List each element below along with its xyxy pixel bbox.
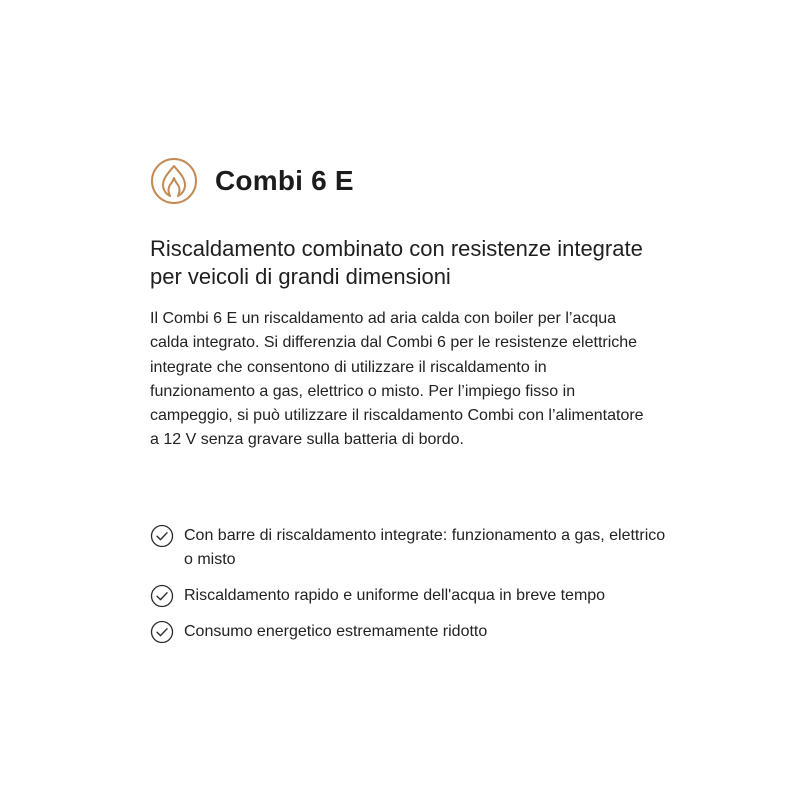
feature-item xyxy=(150,584,670,608)
flame-icon xyxy=(150,157,198,205)
product-header xyxy=(150,148,354,214)
feature-text: Consumo energetico estremamente ridotto xyxy=(184,623,488,640)
product-description: Il Combi 6 E un riscaldamento ad aria calda con boiler per l’acqua calda integrato. Si differenzia dal Combi 6 per le resistenze elettriche integrate che consentono di utilizzare il riscaldamento in funzionamento a gas, elettrico o misto. Per l’impiego fisso in campeggio, si può utilizzare il riscaldamento Combi con l’alimentatore a 12 V senza gravare sulla batteria di bordo. xyxy=(150,310,644,449)
feature-item xyxy=(150,524,670,572)
feature-text: Con barre di riscaldamento integrate: funzionamento a gas, elettrico o misto xyxy=(184,527,666,568)
check-circle-icon xyxy=(150,584,174,608)
feature-list xyxy=(150,524,670,656)
check-circle-icon xyxy=(150,524,174,548)
feature-item xyxy=(150,620,670,644)
product-title: Combi 6 E xyxy=(215,164,354,196)
feature-text: Riscaldamento rapido e uniforme dell'acqua in breve tempo xyxy=(184,587,606,604)
check-circle-icon xyxy=(150,620,174,644)
product-subtitle: Riscaldamento combinato con resistenze integrate per veicoli di grandi dimensioni xyxy=(150,236,643,289)
